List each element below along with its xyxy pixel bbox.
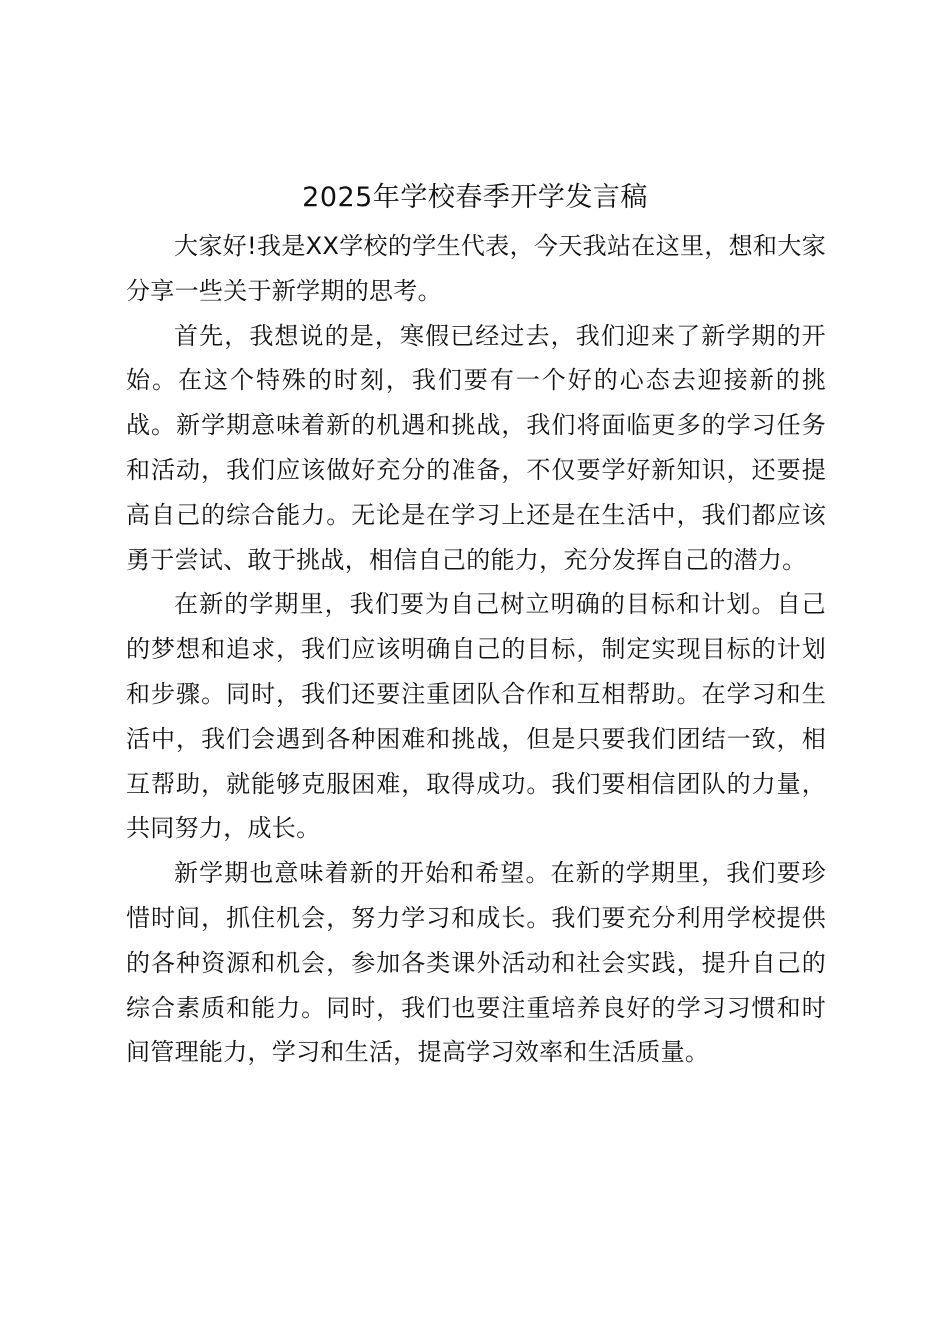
document-title: 2025年学校春季开学发言稿: [302, 182, 648, 213]
paragraph-greeting: 大家好!我是XX学校的学生代表，今天我站在这里，想和大家分享一些关于新学期的思考。: [126, 232, 826, 305]
paragraph-new-semester: 首先，我想说的是，寒假已经过去，我们迎来了新学期的开始。在这个特殊的时刻，我们要有一个好的心态去迎接新的挑战。新学期意味着新的机遇和挑战，我们将面临更多的学习任务和活动，我们应该做好充分的准备，不仅要学好新知识，还要提高自己的综合能力。无论是在学习上还是在生活中，我们都应该勇于尝试、敢于挑战，相信自己的能力，充分发挥自己的潜力。: [126, 321, 826, 574]
paragraph-goals-teamwork: 在新的学期里，我们要为自己树立明确的目标和计划。自己的梦想和追求，我们应该明确自己的目标，制定实现目标的计划和步骤。同时，我们还要注重团队合作和互相帮助。在学习和生活中，我们会遇到各种困难和挑战，但是只要我们团结一致，相互帮助，就能够克服困难，取得成功。我们要相信团队的力量，共同努力，成长。: [126, 590, 826, 843]
paragraph-hope-growth: 新学期也意味着新的开始和希望。在新的学期里，我们要珍惜时间，抓住机会，努力学习和成长。我们要充分利用学校提供的各种资源和机会，参加各类课外活动和社会实践，提升自己的综合素质和能力。同时，我们也要注重培养良好的学习习惯和时间管理能力，学习和生活，提高学习效率和生活质量。: [126, 859, 826, 1067]
document-body: [126, 224, 826, 1075]
